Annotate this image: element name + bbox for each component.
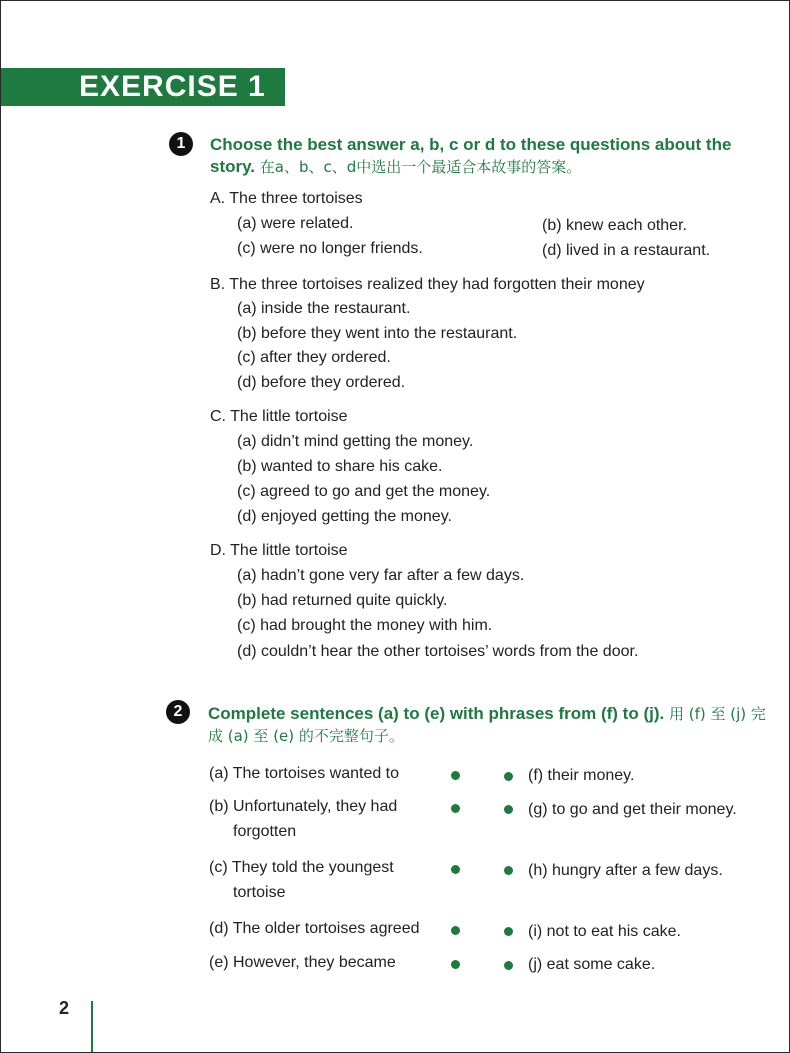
option: (d) couldn’t hear the other tortoises’ words from the door. (237, 643, 639, 660)
question-2-instruction-en: Complete sentences (a) to (e) with phrases from (f) to (j). (208, 704, 665, 723)
option: (d) lived in a restaurant. (542, 242, 711, 259)
option: (a) didn’t mind getting the money. (237, 433, 474, 450)
sentence-ending: (h) hungry after a few days. (528, 862, 723, 879)
sentence-start-continued: forgotten (233, 823, 297, 840)
footer-divider (91, 1001, 93, 1053)
question-2-instruction (208, 703, 768, 747)
option: (b) wanted to share his cake. (237, 458, 443, 475)
option: (b) had returned quite quickly. (237, 592, 448, 609)
question-stem: A. The three tortoises (210, 190, 363, 207)
option: (c) had brought the money with him. (237, 617, 493, 634)
option: (b) knew each other. (542, 217, 687, 234)
question-stem: C. The little tortoise (210, 408, 348, 425)
question-stem: D. The little tortoise (210, 542, 348, 559)
sentence-start: (b) Unfortunately, they had (209, 798, 398, 815)
option: (d) before they ordered. (237, 374, 406, 391)
option: (a) hadn’t gone very far after a few days. (237, 567, 525, 584)
match-dot-right[interactable] (504, 961, 513, 970)
page-number: 2 (59, 998, 70, 1018)
sentence-start: (e) However, they became (209, 954, 396, 971)
match-dot-left[interactable] (451, 804, 460, 813)
match-dot-right[interactable] (504, 805, 513, 814)
match-dot-right[interactable] (504, 927, 513, 936)
sentence-ending: (j) eat some cake. (528, 956, 656, 973)
option: (b) before they went into the restaurant. (237, 325, 518, 342)
exercise-banner (1, 68, 285, 106)
question-1-number: 1 (169, 132, 193, 156)
question-2-instruction-zh-2: (j) 完成 (a) 至 (e) 的不完整句子。 (208, 705, 766, 745)
option: (a) were related. (237, 215, 354, 232)
option: (c) agreed to go and get the money. (237, 483, 491, 500)
sentence-start-continued: tortoise (233, 884, 286, 901)
option: (d) enjoyed getting the money. (237, 508, 452, 525)
option: (a) inside the restaurant. (237, 300, 411, 317)
question-1-instruction (210, 134, 762, 178)
match-dot-left[interactable] (451, 865, 460, 874)
sentence-ending: (f) their money. (528, 767, 635, 784)
match-dot-left[interactable] (451, 960, 460, 969)
match-dot-left[interactable] (451, 926, 460, 935)
match-dot-right[interactable] (504, 866, 513, 875)
question-1-instruction-en: Choose the best answer a, b, c or d to these questions about the story. (210, 135, 732, 176)
question-2-number: 2 (166, 700, 190, 724)
question-stem: B. The three tortoises realized they had forgotten their money (210, 276, 645, 293)
exercise-title: EXERCISE 1 (79, 70, 266, 103)
match-dot-left[interactable] (451, 771, 460, 780)
option: (c) after they ordered. (237, 349, 391, 366)
sentence-ending: (i) not to eat his cake. (528, 923, 681, 940)
question-2-instruction-zh-1: 用 (f) 至 (668, 705, 726, 723)
sentence-start: (d) The older tortoises agreed (209, 920, 420, 937)
option: (c) were no longer friends. (237, 240, 423, 257)
sentence-ending: (g) to go and get their money. (528, 801, 737, 818)
question-1-instruction-zh: 在a、b、c、d中选出一个最适合本故事的答案。 (259, 158, 582, 176)
match-dot-right[interactable] (504, 772, 513, 781)
sentence-start: (c) They told the youngest (209, 859, 394, 876)
sentence-start: (a) The tortoises wanted to (209, 765, 400, 782)
